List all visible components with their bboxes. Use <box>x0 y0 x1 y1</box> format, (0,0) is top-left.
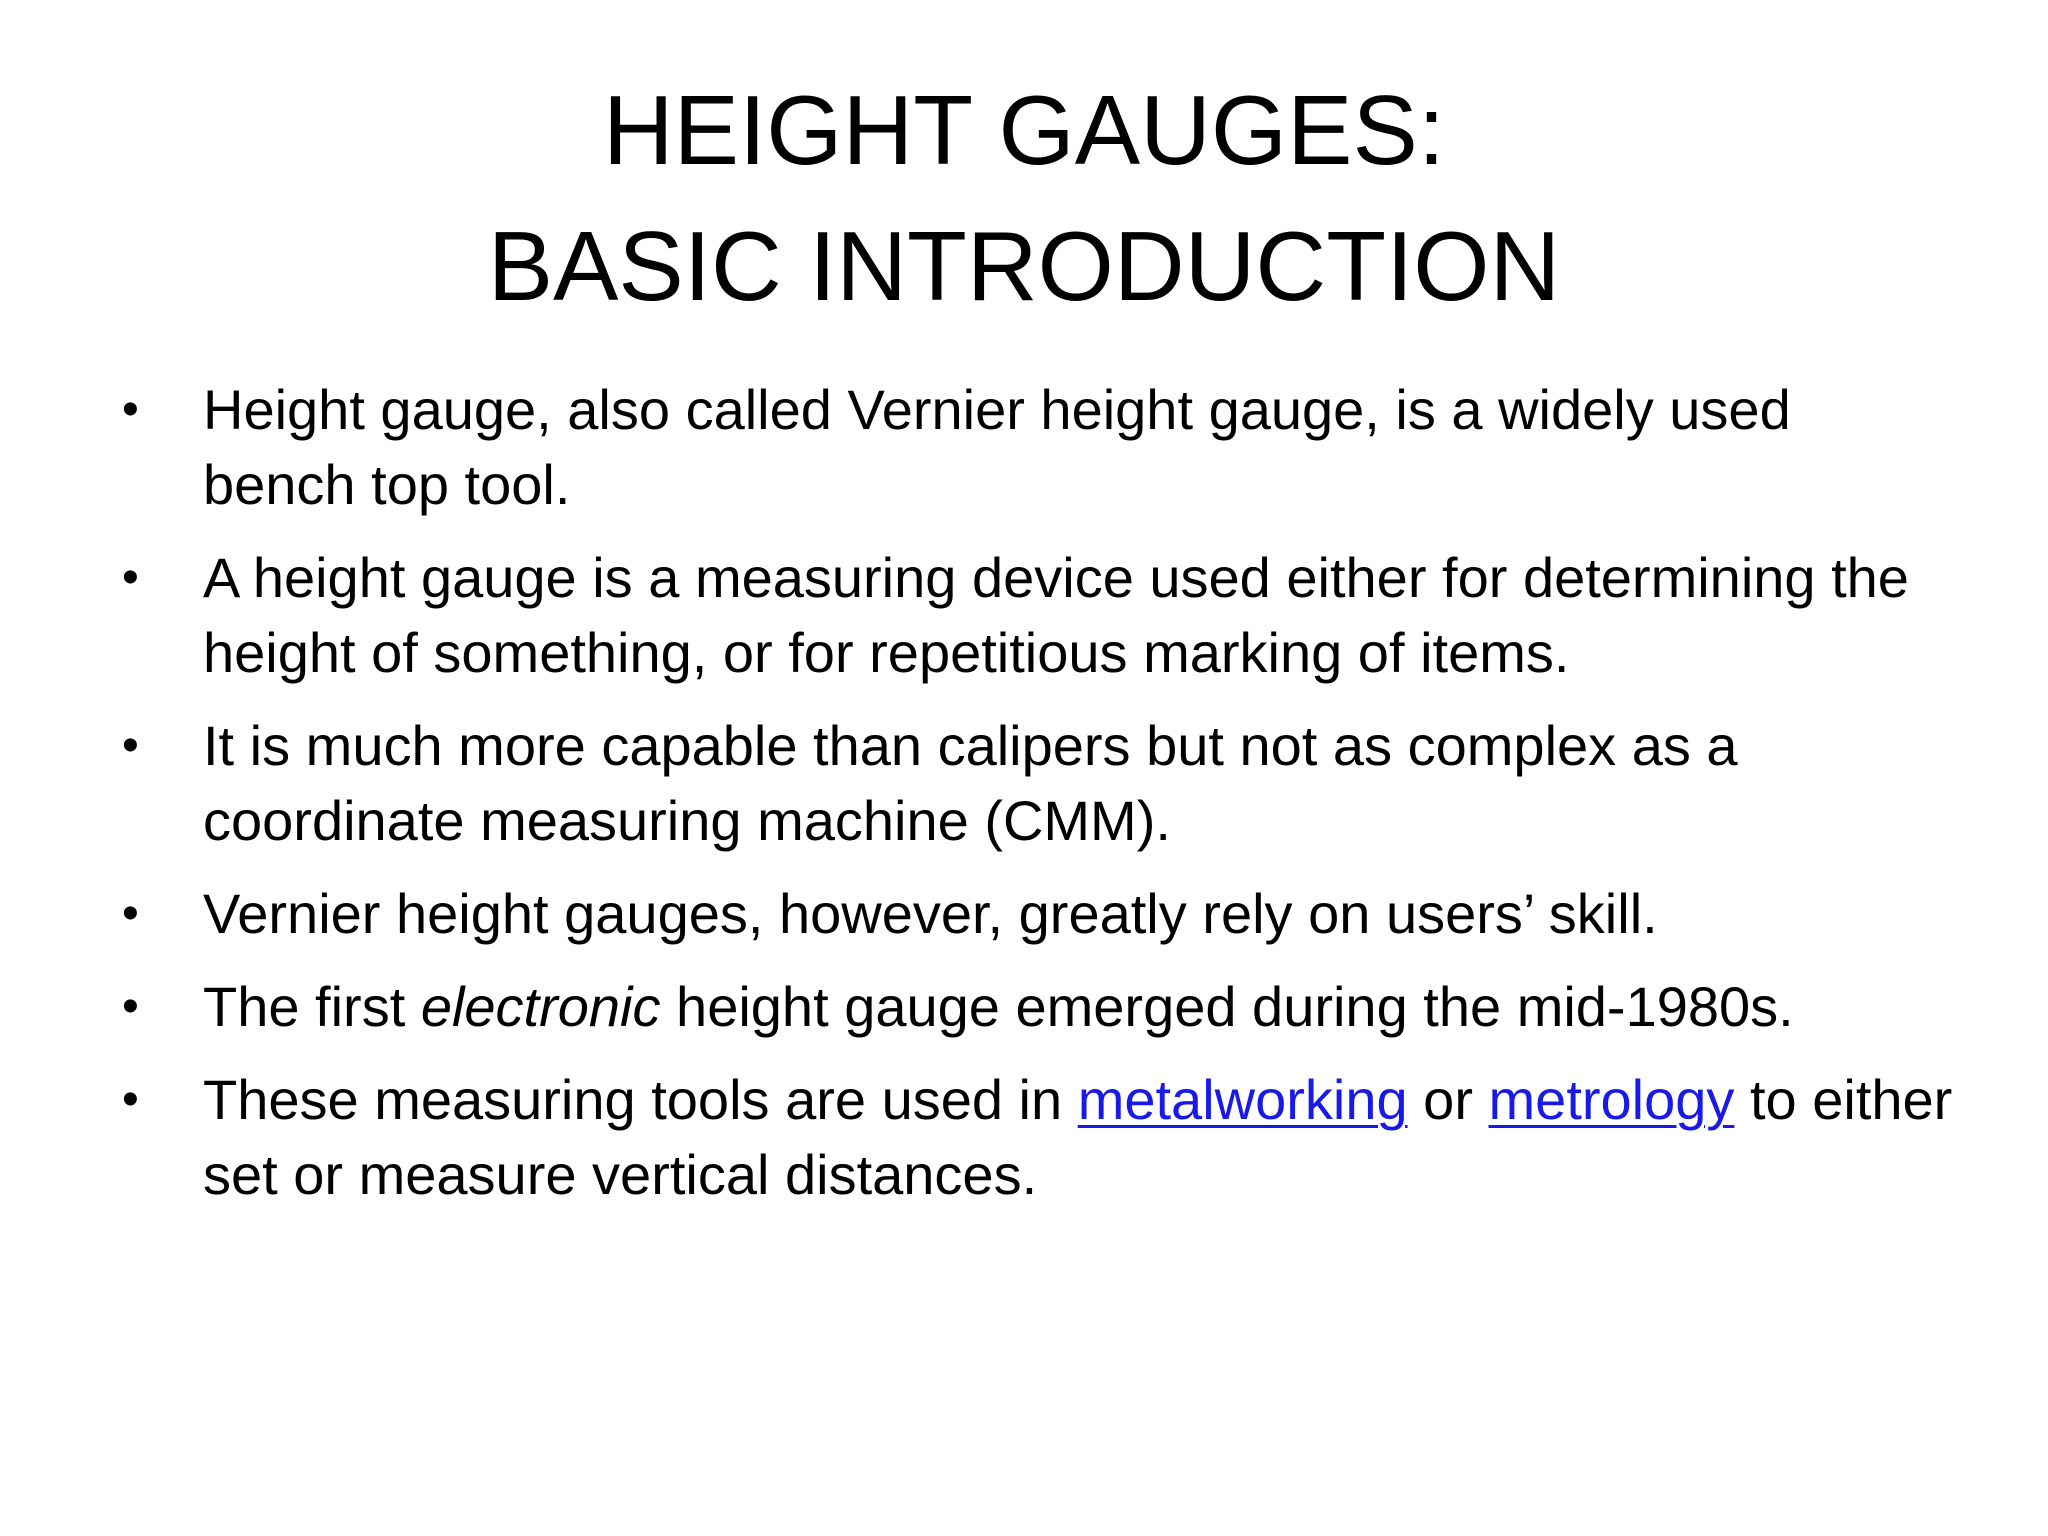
bullet-text-post: to either set or measure vertical distances. <box>203 1068 1953 1206</box>
bullet-dot-icon: • <box>122 1073 139 1126</box>
bullet-item <box>0 708 2048 858</box>
bullet-text: Vernier height gauges, however, greatly rely on users’ skill. <box>203 882 1658 945</box>
bullet-dot-icon: • <box>122 980 139 1033</box>
bullet-text-pre: The first <box>203 975 421 1038</box>
bullet-dot-icon: • <box>122 719 139 772</box>
bullet-item <box>0 876 2048 951</box>
bullet-text-post: height gauge emerged during the mid-1980s. <box>660 975 1794 1038</box>
bullet-dot-icon: • <box>122 887 139 940</box>
metrology-link[interactable]: metrology <box>1488 1068 1735 1131</box>
bullet-text <box>203 975 1794 1038</box>
slide-title <box>0 62 2048 334</box>
emphasis-text: electronic <box>420 975 661 1038</box>
bullet-text-mid: or <box>1407 1068 1489 1131</box>
metalworking-link[interactable]: metalworking <box>1077 1068 1408 1131</box>
bullet-text <box>203 1068 1952 1206</box>
bullet-item <box>0 540 2048 690</box>
bullet-list <box>0 372 2048 1230</box>
bullet-dot-icon: • <box>122 551 139 604</box>
bullet-text: Height gauge, also called Vernier height gauge, is a widely used bench top tool. <box>203 378 1791 516</box>
bullet-item <box>0 1062 2048 1212</box>
bullet-text: A height gauge is a measuring device used either for determining the height of something, or for repetitious marking of items. <box>203 546 1909 684</box>
title-line-1: HEIGHT GAUGES: <box>602 75 1446 185</box>
bullet-text: It is much more capable than calipers but not as complex as a coordinate measuring machine (CMM). <box>203 714 1738 852</box>
title-line-2: BASIC INTRODUCTION <box>487 211 1561 321</box>
bullet-item <box>0 969 2048 1044</box>
bullet-item <box>0 372 2048 522</box>
bullet-dot-icon: • <box>122 383 139 436</box>
bullet-text-pre: These measuring tools are used in <box>203 1068 1078 1131</box>
